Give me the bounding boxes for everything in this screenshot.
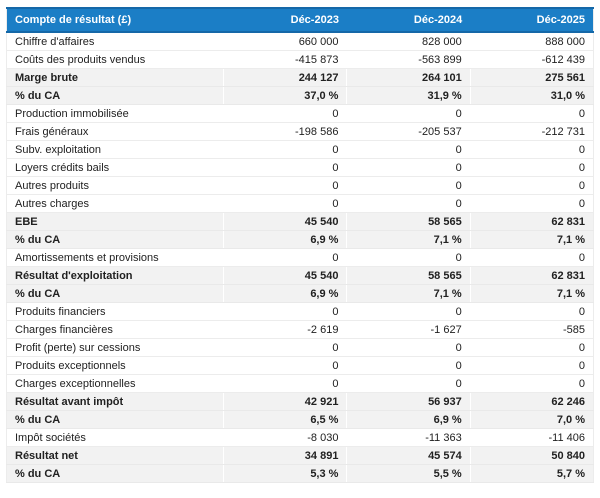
cell-value: -415 873 [224, 51, 347, 69]
income-statement-table [6, 7, 594, 483]
row-label: Charges exceptionnelles [7, 375, 224, 393]
table-row [7, 32, 594, 51]
table-row [7, 429, 594, 447]
cell-value: 6,9 % [347, 411, 470, 429]
table-row [7, 51, 594, 69]
table-row [7, 339, 594, 357]
row-label: Marge brute [7, 69, 224, 87]
cell-value: 0 [470, 141, 593, 159]
cell-value: 0 [224, 141, 347, 159]
cell-value: 0 [470, 357, 593, 375]
table-row [7, 141, 594, 159]
cell-value: 56 937 [347, 393, 470, 411]
cell-value: 45 540 [224, 213, 347, 231]
cell-value: 0 [347, 141, 470, 159]
table-row [7, 159, 594, 177]
row-label: % du CA [7, 87, 224, 105]
cell-value: 0 [224, 375, 347, 393]
cell-value: -11 363 [347, 429, 470, 447]
cell-value: 0 [347, 303, 470, 321]
row-label: % du CA [7, 285, 224, 303]
cell-value: 34 891 [224, 447, 347, 465]
cell-value: -1 627 [347, 321, 470, 339]
cell-value: 45 574 [347, 447, 470, 465]
cell-value: 888 000 [470, 32, 593, 51]
cell-value: 0 [224, 357, 347, 375]
cell-value: 6,9 % [224, 231, 347, 249]
cell-value: 0 [224, 195, 347, 213]
cell-value: 58 565 [347, 267, 470, 285]
cell-value: 0 [347, 195, 470, 213]
row-label: Impôt sociétés [7, 429, 224, 447]
table-header-row [7, 8, 594, 32]
cell-value: 7,1 % [347, 285, 470, 303]
cell-value: 5,5 % [347, 465, 470, 483]
row-label: Autres produits [7, 177, 224, 195]
table-row [7, 303, 594, 321]
cell-value: 42 921 [224, 393, 347, 411]
cell-value: 62 831 [470, 267, 593, 285]
table-row [7, 69, 594, 87]
cell-value: 0 [224, 249, 347, 267]
cell-value: 0 [347, 375, 470, 393]
table-row [7, 177, 594, 195]
cell-value: 0 [224, 105, 347, 123]
cell-value: -2 619 [224, 321, 347, 339]
cell-value: -11 406 [470, 429, 593, 447]
cell-value: -585 [470, 321, 593, 339]
table-title: Compte de résultat (£) [7, 8, 224, 32]
row-label: Chiffre d'affaires [7, 32, 224, 51]
row-label: Amortissements et provisions [7, 249, 224, 267]
row-label: % du CA [7, 465, 224, 483]
table-row [7, 375, 594, 393]
cell-value: 828 000 [347, 32, 470, 51]
table-row [7, 357, 594, 375]
column-header-dec-2024: Déc-2024 [347, 8, 470, 32]
cell-value: 0 [224, 159, 347, 177]
cell-value: 0 [347, 249, 470, 267]
row-label: % du CA [7, 231, 224, 249]
table-row [7, 123, 594, 141]
cell-value: 0 [470, 375, 593, 393]
row-label: Coûts des produits vendus [7, 51, 224, 69]
cell-value: 7,1 % [347, 231, 470, 249]
column-header-dec-2025: Déc-2025 [470, 8, 593, 32]
cell-value: 5,7 % [470, 465, 593, 483]
cell-value: -8 030 [224, 429, 347, 447]
cell-value: 0 [224, 339, 347, 357]
table-row [7, 105, 594, 123]
table-row [7, 195, 594, 213]
cell-value: 31,9 % [347, 87, 470, 105]
row-label: Résultat d'exploitation [7, 267, 224, 285]
cell-value: 45 540 [224, 267, 347, 285]
cell-value: 660 000 [224, 32, 347, 51]
row-label: EBE [7, 213, 224, 231]
row-label: Résultat net [7, 447, 224, 465]
row-label: Charges financières [7, 321, 224, 339]
cell-value: 0 [224, 177, 347, 195]
cell-value: 37,0 % [224, 87, 347, 105]
cell-value: 0 [470, 249, 593, 267]
row-label: Frais généraux [7, 123, 224, 141]
table-row [7, 321, 594, 339]
table-row [7, 447, 594, 465]
income-statement-table-container [6, 7, 594, 483]
cell-value: -612 439 [470, 51, 593, 69]
row-label: % du CA [7, 411, 224, 429]
table-row [7, 213, 594, 231]
cell-value: 58 565 [347, 213, 470, 231]
cell-value: 0 [470, 159, 593, 177]
cell-value: 0 [347, 177, 470, 195]
table-row [7, 393, 594, 411]
table-row [7, 87, 594, 105]
cell-value: 31,0 % [470, 87, 593, 105]
row-label: Loyers crédits bails [7, 159, 224, 177]
cell-value: 50 840 [470, 447, 593, 465]
cell-value: 0 [470, 105, 593, 123]
cell-value: 0 [470, 303, 593, 321]
row-label: Autres charges [7, 195, 224, 213]
cell-value: 6,5 % [224, 411, 347, 429]
table-body [7, 32, 594, 483]
table-row [7, 411, 594, 429]
cell-value: -563 899 [347, 51, 470, 69]
row-label: Produits exceptionnels [7, 357, 224, 375]
table-row [7, 249, 594, 267]
cell-value: 0 [347, 159, 470, 177]
cell-value: 7,1 % [470, 231, 593, 249]
row-label: Production immobilisée [7, 105, 224, 123]
cell-value: -205 537 [347, 123, 470, 141]
cell-value: 275 561 [470, 69, 593, 87]
cell-value: 7,0 % [470, 411, 593, 429]
column-header-dec-2023: Déc-2023 [224, 8, 347, 32]
cell-value: 0 [470, 195, 593, 213]
cell-value: 0 [347, 339, 470, 357]
table-row [7, 267, 594, 285]
cell-value: 5,3 % [224, 465, 347, 483]
cell-value: 62 831 [470, 213, 593, 231]
cell-value: 62 246 [470, 393, 593, 411]
row-label: Résultat avant impôt [7, 393, 224, 411]
cell-value: 0 [470, 177, 593, 195]
cell-value: 0 [347, 357, 470, 375]
cell-value: 0 [224, 303, 347, 321]
table-row [7, 231, 594, 249]
row-label: Profit (perte) sur cessions [7, 339, 224, 357]
cell-value: -212 731 [470, 123, 593, 141]
cell-value: 7,1 % [470, 285, 593, 303]
cell-value: 0 [347, 105, 470, 123]
table-row [7, 285, 594, 303]
table-row [7, 465, 594, 483]
cell-value: 6,9 % [224, 285, 347, 303]
row-label: Subv. exploitation [7, 141, 224, 159]
row-label: Produits financiers [7, 303, 224, 321]
cell-value: 244 127 [224, 69, 347, 87]
cell-value: -198 586 [224, 123, 347, 141]
cell-value: 264 101 [347, 69, 470, 87]
cell-value: 0 [470, 339, 593, 357]
